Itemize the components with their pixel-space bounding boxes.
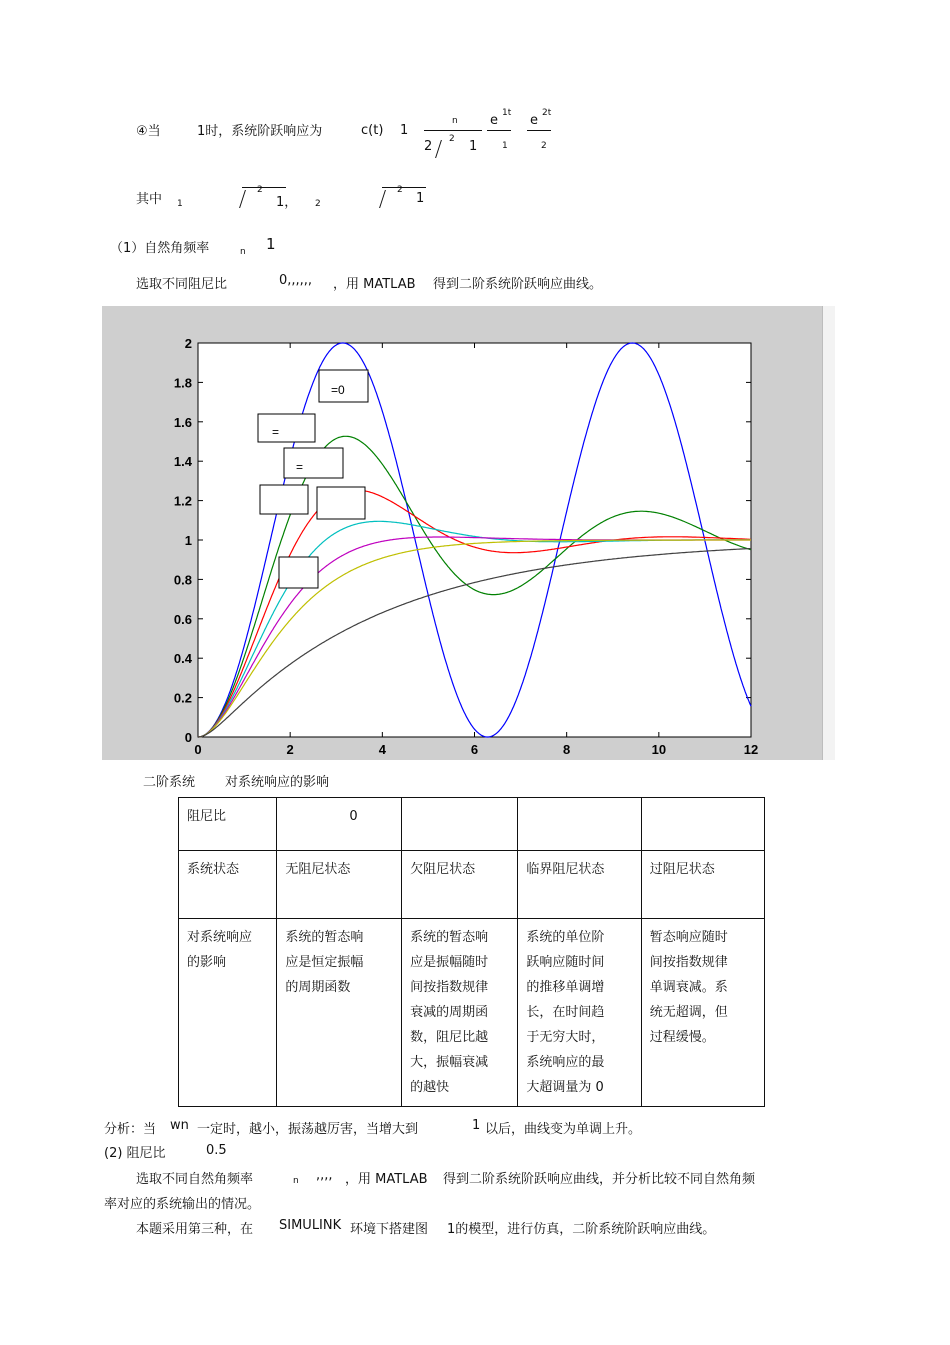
section-1-label: （1）自然角频率	[110, 241, 210, 256]
table-cell	[518, 919, 641, 1107]
table-cell: 系统状态	[179, 851, 277, 919]
formula-4-one: 1	[400, 123, 409, 138]
x-tick-label: 4	[378, 742, 386, 757]
cell-line: 的越快	[410, 1080, 450, 1095]
cell-line: 间按指数规律	[410, 980, 489, 995]
annotation-label: =0	[331, 383, 345, 397]
cell-line: 于无穷大时，	[526, 1030, 605, 1045]
analysis-mid: 一定时，越小，振荡越厉害，当增大到	[197, 1122, 419, 1137]
annotation-box	[317, 487, 365, 519]
cell-line: 衰减的周期函	[410, 1005, 489, 1020]
cell-line: 单调衰减。系	[649, 980, 728, 995]
table-cell: 0	[277, 798, 402, 851]
section-2-label: (2) 阻尼比	[104, 1146, 166, 1161]
sqrt-icon	[369, 190, 386, 208]
cell-line: 系统的单位阶	[526, 930, 605, 945]
annotation-label: =	[296, 460, 304, 474]
para-3-d: 1的模型，进行仿真，二阶系统阶跃响应曲线。	[447, 1222, 716, 1237]
y-tick-label: 1	[184, 533, 192, 548]
cell-line: 的影响	[187, 955, 227, 970]
table-cell	[402, 919, 518, 1107]
annotation-box	[258, 414, 315, 442]
cell-line: 应是振幅随时	[410, 955, 489, 970]
cell-line: 的周期函数	[285, 980, 351, 995]
cell-line: 系统响应的最	[526, 1055, 605, 1070]
annotation-box	[284, 448, 343, 478]
cell-line: 统无超调，但	[649, 1005, 728, 1020]
formula-4-e2-sup: 2t	[542, 108, 552, 118]
y-tick-label: 1.2	[173, 493, 192, 509]
x-tick-label: 12	[743, 742, 759, 757]
y-tick-label: 0.4	[173, 651, 192, 667]
annotation-box	[260, 485, 308, 514]
sqrt-bar	[382, 187, 426, 188]
formula-4-den-a: 2	[424, 139, 433, 154]
formula-where-sq2-tail: 1	[416, 191, 425, 206]
formula-4-condition: 1时，系统阶跃响应为	[197, 124, 323, 139]
formula-4-e2: e	[530, 113, 538, 128]
para-1-vals: 0,,,,,,	[279, 273, 313, 288]
formula-where-sub2: 2	[315, 199, 321, 209]
y-tick-label: 0.6	[173, 611, 192, 627]
cell-line: 数，阻尼比越	[410, 1030, 489, 1045]
caption-a: 二阶系统	[143, 775, 196, 790]
formula-where-lead: 其中	[136, 192, 163, 207]
y-tick-label: 0.8	[173, 572, 192, 588]
section-2-value: 0.5	[206, 1143, 227, 1158]
cell-line: 长，在时间趋	[526, 1005, 605, 1020]
para-1-mid: ，用 MATLAB	[333, 277, 416, 292]
table-cell	[179, 919, 277, 1107]
para-2-vals: ,,,,	[316, 1168, 333, 1183]
sqrt-icon	[229, 190, 246, 208]
table-cell	[277, 919, 402, 1107]
para-2-post: 得到二阶系统阶跃响应曲线，并分析比较不同自然角频	[443, 1172, 756, 1187]
formula-where-sq1-tail: 1，	[276, 195, 298, 210]
para-2-pre: 选取不同自然角频率	[136, 1172, 254, 1187]
formula-4-den-b: 2	[449, 134, 455, 144]
y-tick-label: 0.2	[173, 690, 192, 706]
formula-4-e1-sup: 1t	[502, 108, 512, 118]
para-2-line2: 率对应的系统输出的情况。	[104, 1197, 261, 1212]
analysis-post: 以后，曲线变为单调上升。	[485, 1122, 642, 1137]
formula-4-e1: e	[490, 113, 498, 128]
cell-line: 对系统响应	[187, 930, 253, 945]
analysis-pre: 分析：当	[104, 1122, 157, 1137]
cell-line: 系统的暂态响	[410, 930, 489, 945]
formula-4-lhs: c(t)	[361, 123, 384, 138]
section-1-sub: n	[240, 247, 246, 257]
formula-where-sq1-exp: 2	[257, 185, 263, 195]
para-3-c: 环境下搭建图	[350, 1222, 429, 1237]
x-tick-label: 2	[286, 742, 294, 757]
x-tick-label: 6	[470, 742, 479, 757]
y-tick-label: 2	[184, 336, 192, 351]
table-cell	[518, 798, 641, 851]
section-1-value: 1	[266, 235, 276, 253]
table-row	[179, 798, 765, 851]
cell-line: 应是恒定振幅	[285, 955, 364, 970]
cell-line: 跃响应随时间	[526, 955, 605, 970]
formula-4-den-c: 1	[469, 139, 478, 154]
para-1-pre: 选取不同阻尼比	[136, 277, 228, 292]
table-cell: 过阻尼状态	[641, 851, 764, 919]
sqrt-bar	[242, 187, 286, 188]
analysis-one: 1	[472, 1118, 481, 1133]
y-tick-label: 1.8	[173, 375, 192, 391]
annotation-label: =	[272, 425, 280, 439]
para-1-post: 得到二阶系统阶跃响应曲线。	[433, 277, 603, 292]
table-row	[179, 919, 765, 1107]
x-tick-label: 0	[194, 742, 202, 757]
formula-where-sub1: 1	[177, 199, 183, 209]
para-3-b: SIMULINK	[279, 1218, 342, 1233]
formula-4-fraction-bar-e2	[527, 130, 551, 131]
formula-4-lead: ④当	[136, 124, 161, 139]
analysis-wn: wn	[170, 1118, 189, 1133]
table-cell: 阻尼比	[179, 798, 277, 851]
cell-line: 过程缓慢。	[649, 1030, 715, 1045]
formula-4-fraction-bar-e1	[487, 130, 511, 131]
table-cell	[641, 919, 764, 1107]
x-tick-label: 8	[563, 742, 571, 757]
formula-4-numerator: n	[452, 116, 458, 126]
formula-4-e1-sub: 1	[502, 141, 508, 151]
y-tick-label: 1.6	[173, 414, 192, 430]
x-tick-label: 10	[651, 742, 667, 757]
formula-4-fraction-bar	[424, 130, 482, 131]
cell-line: 间按指数规律	[649, 955, 728, 970]
step-response-chart	[102, 306, 834, 760]
damping-table	[178, 797, 765, 1107]
y-tick-label: 0	[184, 730, 192, 745]
cell-line: 暂态响应随时	[649, 930, 728, 945]
formula-where-sq2-exp: 2	[397, 185, 403, 195]
table-cell: 无阻尼状态	[277, 851, 402, 919]
table-cell: 临界阻尼状态	[518, 851, 641, 919]
table-cell: 欠阻尼状态	[402, 851, 518, 919]
table-row	[179, 851, 765, 919]
caption-b: 对系统响应的影响	[225, 775, 330, 790]
para-3-a: 本题采用第三种，在	[136, 1222, 254, 1237]
para-2-sub: n	[293, 1176, 299, 1186]
para-2-mid: ，用 MATLAB	[345, 1172, 428, 1187]
cell-line: 的推移单调增	[526, 980, 605, 995]
cell-line: 大，振幅衰减	[410, 1055, 489, 1070]
y-tick-label: 1.4	[173, 454, 192, 470]
cell-line: 大超调量为 0	[526, 1080, 604, 1095]
table-cell	[641, 798, 764, 851]
cell-line: 系统的暂态响	[285, 930, 364, 945]
formula-4-e2-sub: 2	[541, 141, 547, 151]
table-cell	[402, 798, 518, 851]
annotation-box	[279, 557, 318, 588]
